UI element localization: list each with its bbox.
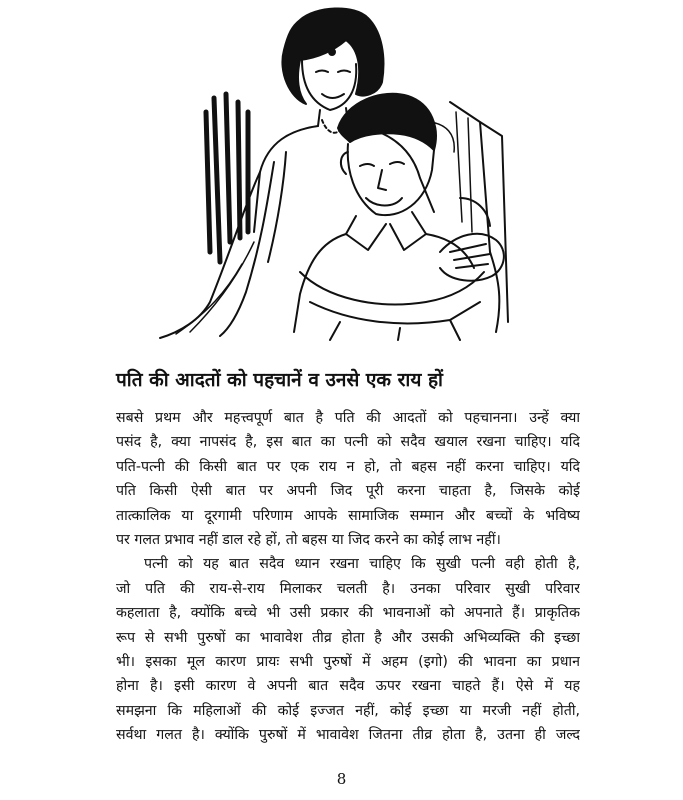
text-line: तात्कालिक या दूरगामी परिणाम आपके सामाजिक सम्मान और बच्चों के भविष्य	[116, 507, 580, 524]
text-line: भी। इसका मूल कारण प्रायः सभी पुरुषों में अहम (इगो) की भावना का प्रधान	[116, 653, 580, 670]
text-line: कहलाता है, क्योंकि बच्चे भी उसी प्रकार की भावनाओं को अपनाते हैं। प्राकृतिक	[116, 605, 580, 622]
text-line: रूप से सभी पुरुषों का भावावेश तीव्र होता है और उसकी अभिव्यक्ति की इच्छा	[116, 629, 580, 646]
text-line: पति-पत्नी की किसी बात पर एक राय न हो, तो बहस नहीं करना चाहिए। यदि	[116, 458, 580, 475]
text-line: पत्नी को यह बात सदैव ध्यान रखना चाहिए कि सुखी पत्नी वही होती है,	[144, 556, 580, 573]
text-line: पसंद है, क्या नापसंद है, इस बात का पत्नी को सदैव खयाल रखना चाहिए। यदि	[116, 434, 580, 451]
text-line: सर्वथा गलत है। क्योंकि पुरुषों में भावावेश जितना तीव्र होता है, उतना ही जल्द	[116, 727, 580, 744]
section-heading: पति की आदतों को पहचानें व उनसे एक राय हों	[116, 369, 443, 391]
couple-illustration	[150, 2, 530, 342]
text-line: होना है। इसी कारण वे अपनी बात सदैव ऊपर रखना चाहते हैं। ऐसे में यह	[116, 678, 580, 695]
body-text	[116, 406, 580, 747]
text-line: पर गलत प्रभाव नहीं डाल रहे हों, तो बहस या जिद करने का कोई लाभ नहीं।	[116, 531, 501, 548]
text-line: पति किसी ऐसी बात पर अपनी जिद पूरी करना चाहता है, जिसके कोई	[116, 483, 580, 500]
text-line: जो पति की राय-से-राय मिलाकर चलती है। उनका परिवार सुखी परिवार	[116, 580, 580, 597]
page-number: 8	[336, 770, 347, 788]
text-line: सबसे प्रथम और महत्त्वपूर्ण बात है पति की आदतों को पहचानना। उन्हें क्या	[116, 410, 580, 426]
text-line: समझना कि महिलाओं की कोई इज्जत नहीं, कोई इच्छा या मरजी नहीं होती,	[116, 702, 580, 719]
